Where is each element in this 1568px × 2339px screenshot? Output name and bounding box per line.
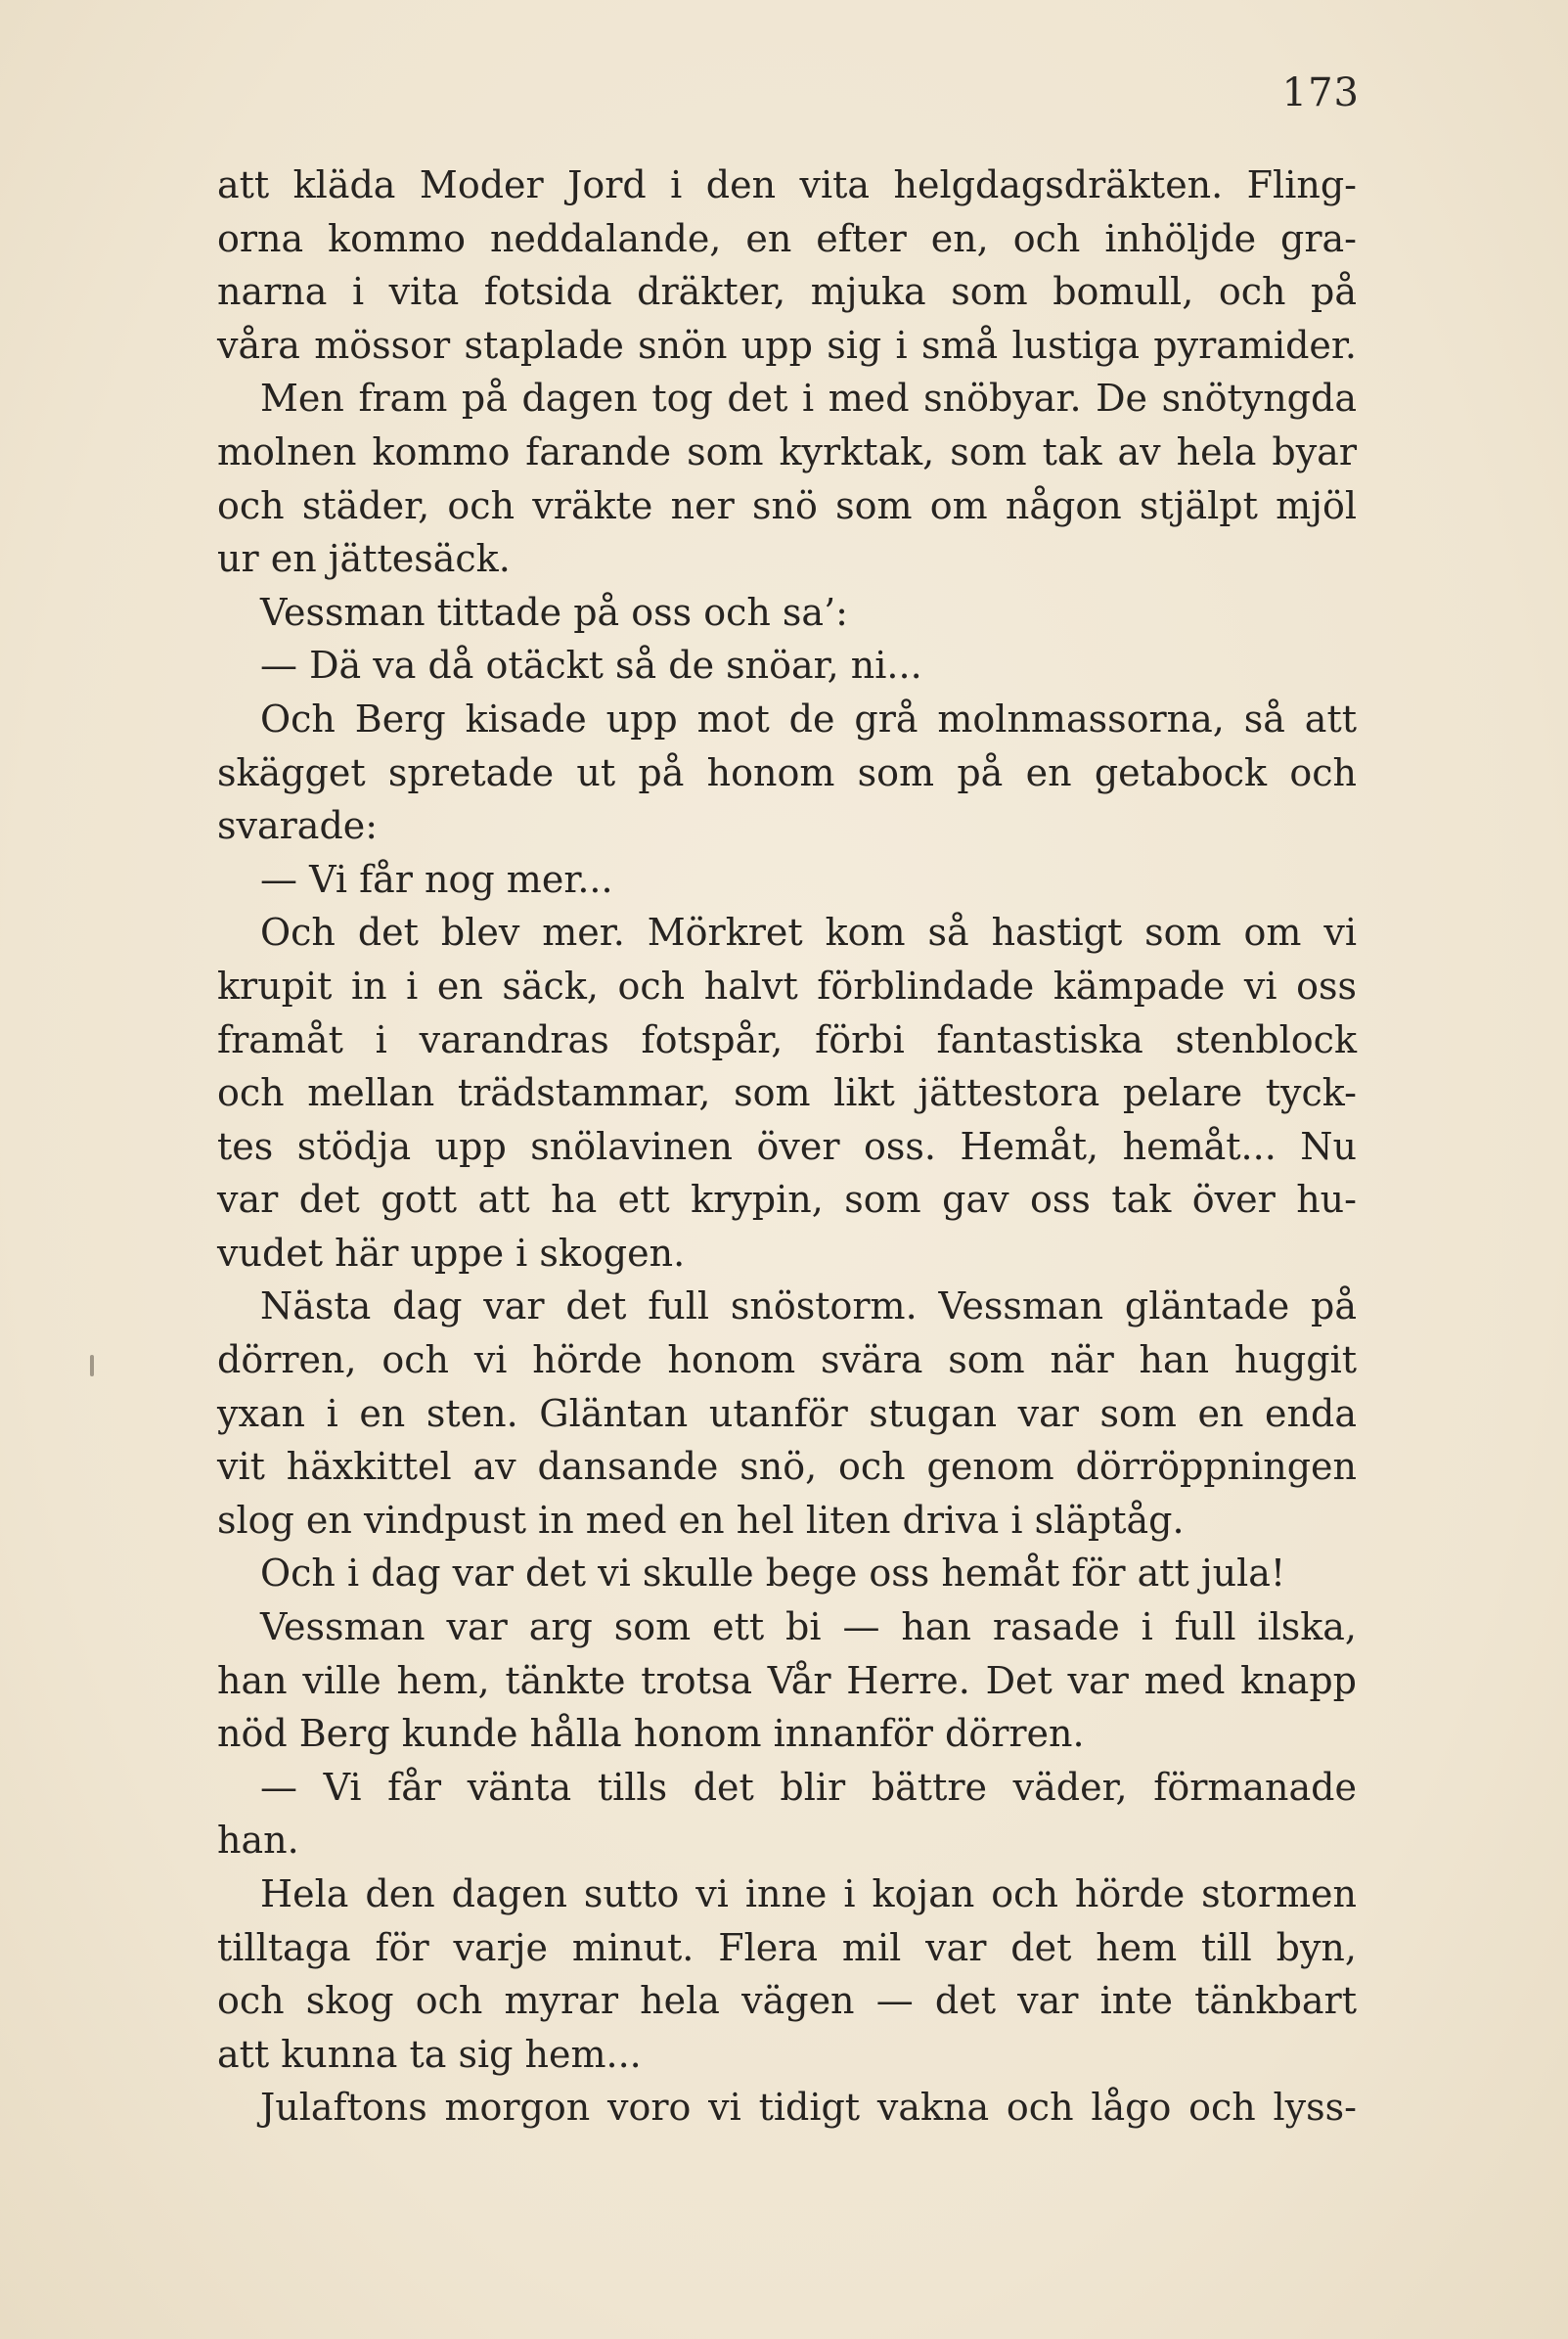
text-line: — Vi får vänta tills det blir bättre väder, förmanade bbox=[260, 1765, 1357, 1809]
text-line: tilltaga för varje minut. Flera mil var det hem till byn, bbox=[217, 1925, 1357, 1969]
paper-speck bbox=[90, 1355, 94, 1376]
text-line: yxan i en sten. Gläntan utanför stugan var som en enda bbox=[217, 1391, 1357, 1435]
text-line: tes stödja upp snölavinen över oss. Hemåt, hemåt... Nu bbox=[217, 1124, 1357, 1168]
text-line: var det gott att ha ett krypin, som gav oss tak över hu- bbox=[217, 1178, 1357, 1222]
text-line: våra mössor staplade snön upp sig i små lustiga pyramider. bbox=[217, 323, 1357, 367]
text-line: Vessman var arg som ett bi — han rasade i full ilska, bbox=[260, 1605, 1357, 1649]
body-text bbox=[217, 158, 1357, 2135]
text-line: han ville hem, tänkte trotsa Vår Herre. Det var med knapp bbox=[217, 1658, 1357, 1702]
text-line: Julaftons morgon voro vi tidigt vakna och lågo och lyss- bbox=[260, 2086, 1357, 2130]
text-line: Och i dag var det vi skulle bege oss hemåt för att jula! bbox=[260, 1552, 1286, 1596]
text-line: skägget spretade ut på honom som på en getabock och bbox=[217, 750, 1357, 794]
text-line: ur en jättesäck. bbox=[217, 537, 511, 581]
text-line: Och Berg kisade upp mot de grå molnmassorna, så att bbox=[260, 697, 1357, 741]
text-line: Hela den dagen sutto vi inne i kojan och hörde stormen bbox=[260, 1872, 1357, 1915]
text-line: att kläda Moder Jord i den vita helgdagsdräkten. Fling- bbox=[217, 163, 1357, 206]
text-line: svarade: bbox=[217, 804, 379, 848]
text-line: — Vi får nog mer... bbox=[260, 857, 613, 901]
text-line: och städer, och vräkte ner snö som om någon stjälpt mjöl bbox=[217, 483, 1357, 527]
text-line: orna kommo neddalande, en efter en, och inhöljde gra- bbox=[217, 216, 1357, 260]
text-line: han. bbox=[217, 1819, 299, 1863]
text-line: Nästa dag var det full snöstorm. Vessman gläntade på bbox=[260, 1284, 1357, 1328]
text-line: slog en vindpust in med en hel liten driva i släptåg. bbox=[217, 1498, 1185, 1542]
text-line: dörren, och vi hörde honom svära som när han huggit bbox=[217, 1338, 1357, 1382]
text-line: vudet här uppe i skogen. bbox=[217, 1231, 686, 1275]
text-line: Vessman tittade på oss och sa’: bbox=[260, 590, 848, 634]
text-line: och mellan trädstammar, som likt jättestora pelare tyck- bbox=[217, 1071, 1357, 1115]
page-number: 173 bbox=[1281, 70, 1360, 115]
text-line: krupit in i en säck, och halvt förblindade kämpade vi oss bbox=[217, 964, 1357, 1008]
text-line: framåt i varandras fotspår, förbi fantastiska stenblock bbox=[217, 1017, 1357, 1061]
text-line: molnen kommo farande som kyrktak, som tak av hela byar bbox=[217, 429, 1357, 473]
text-line: att kunna ta sig hem... bbox=[217, 2032, 642, 2076]
text-line: Men fram på dagen tog det i med snöbyar. De snötyngda bbox=[260, 377, 1357, 421]
text-line: — Dä va då otäckt så de snöar, ni... bbox=[260, 644, 922, 688]
text-line: och skog och myrar hela vägen — det var inte tänkbart bbox=[217, 1979, 1357, 2023]
text-line: Och det blev mer. Mörkret kom så hastigt som om vi bbox=[260, 911, 1357, 955]
text-line: vit häxkittel av dansande snö, och genom dörröppningen bbox=[217, 1445, 1357, 1489]
text-line: nöd Berg kunde hålla honom innanför dörren. bbox=[217, 1712, 1085, 1756]
text-line: narna i vita fotsida dräkter, mjuka som bomull, och på bbox=[217, 270, 1357, 314]
